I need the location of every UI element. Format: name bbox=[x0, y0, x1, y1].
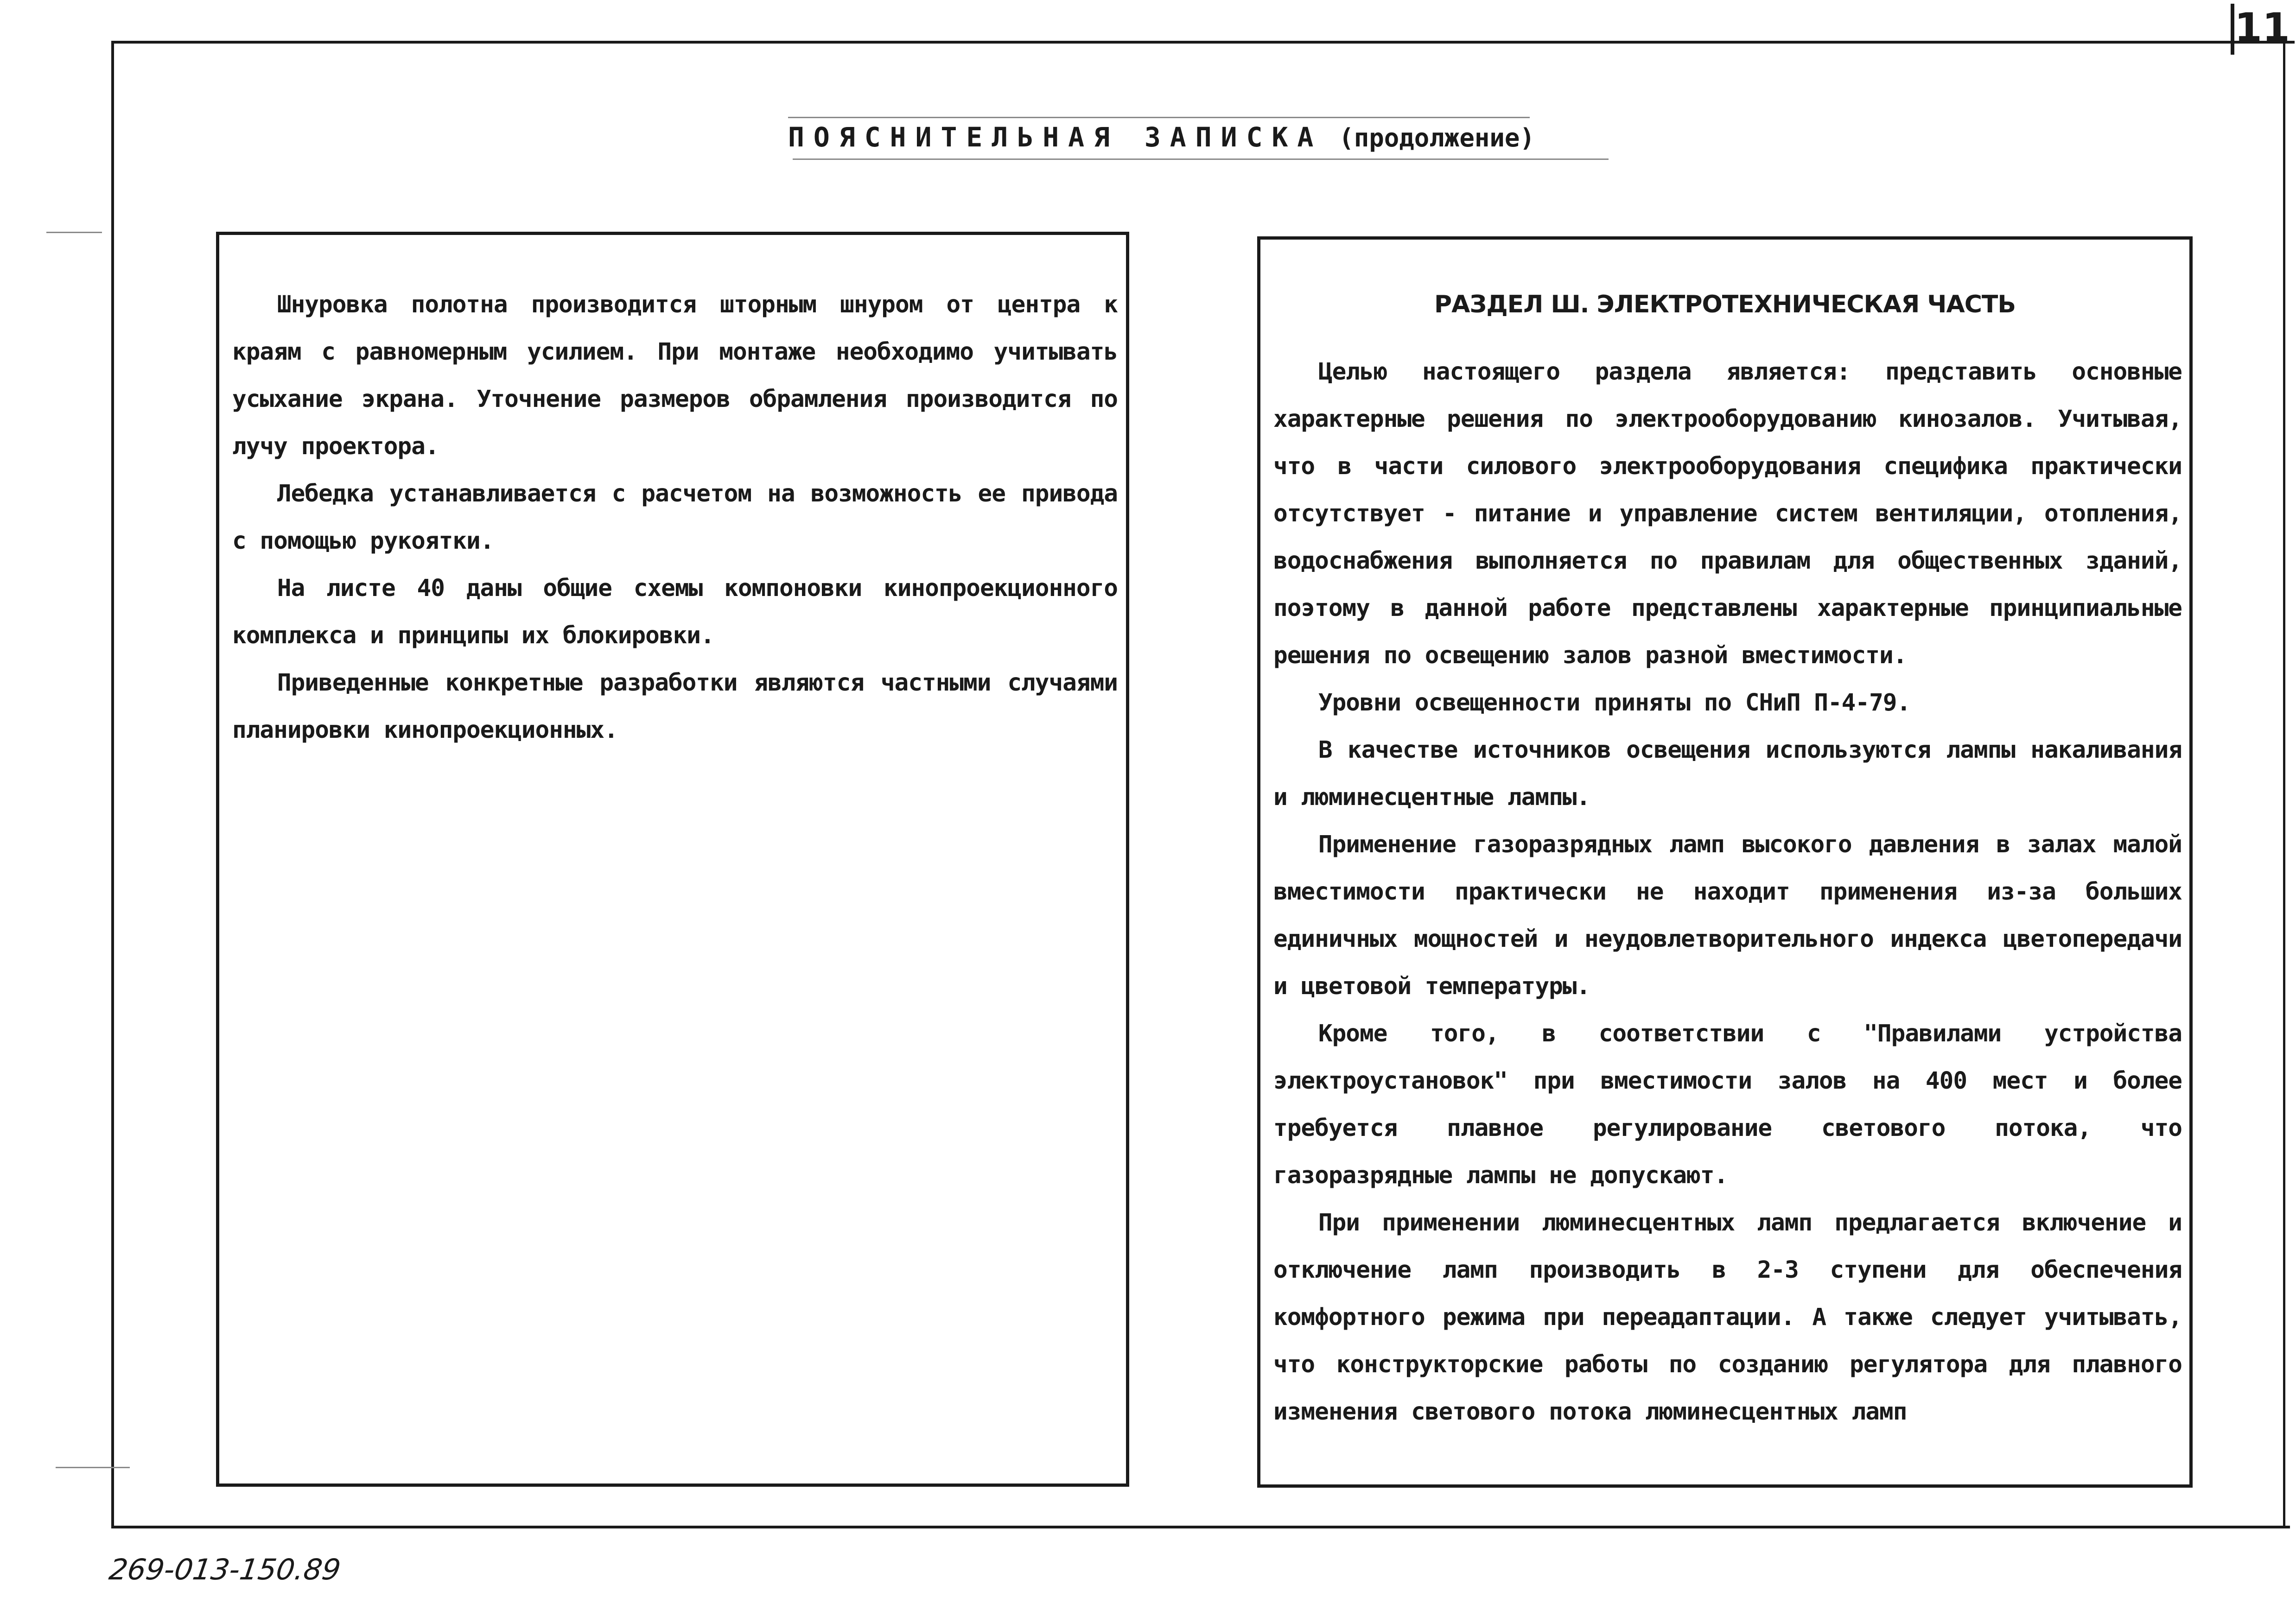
frame-left bbox=[111, 41, 114, 1528]
title-suffix: (продолжение) bbox=[1339, 123, 1535, 152]
left-text-panel bbox=[216, 232, 1129, 1487]
right-paragraph: В качестве источников освещения используются лампы накаливания и люминесцентные лампы. bbox=[1273, 736, 2182, 811]
title-rule-bottom bbox=[793, 158, 1609, 160]
left-paragraph: Лебедка устанавливается с расчетом на возможность ее привода с помощью рукоятки. bbox=[232, 480, 1118, 555]
margin-tick bbox=[46, 232, 102, 233]
right-text-panel bbox=[1257, 236, 2193, 1488]
left-paragraph: Шнуровка полотна производится шторным шнуром от центра к краям с равномерным усилием. При монтаже необходимо учитывать усыхание экрана. Уточнение размеров обрамления производится по лучу проектора. bbox=[232, 291, 1118, 460]
left-paragraph: Приведенные конкретные разработки являются частными случаями планировки кинопроекционных. bbox=[232, 669, 1118, 744]
right-text-block bbox=[1273, 349, 2182, 1436]
page-number-rule bbox=[2231, 4, 2234, 55]
margin-tick bbox=[56, 1467, 130, 1468]
right-paragraph: Кроме того, в соответствии с "Правилами устройства электроустановок" при вместимости залов на 400 мест и более требуется плавное регулирование светового потока, что газоразрядные лампы не допускают. bbox=[1273, 1020, 2182, 1189]
left-text-block bbox=[232, 281, 1118, 754]
document-stamp: 269-013-150.89 bbox=[107, 1553, 343, 1586]
frame-bottom bbox=[111, 1526, 2290, 1528]
frame-top bbox=[111, 41, 2295, 44]
title-main: ПОЯСНИТЕЛЬНАЯ ЗАПИСКА bbox=[788, 121, 1323, 153]
right-paragraph: При применении люминесцентных ламп предлагается включение и отключение ламп производить в 2-3 ступени для обеспечения комфортного режима при переадаптации. А также следует учитывать, что конструкторские работы по созданию регулятора для плавного изменения светового потока люминесцентных ламп bbox=[1273, 1209, 2182, 1426]
page-number: 11 bbox=[2234, 5, 2290, 51]
page-title bbox=[788, 121, 1622, 153]
right-paragraph: Уровни освещенности приняты по СНиП П-4-79. bbox=[1318, 689, 1911, 716]
title-rule-top bbox=[788, 117, 1530, 118]
frame-right bbox=[2283, 41, 2285, 1528]
right-paragraph: Целью настоящего раздела является: представить основные характерные решения по электрооборудованию кинозалов. Учитывая, что в части силового электрооборудования специфика практически отсутствует - питание и управление систем вентиляции, отопления, водоснабжения выполняется по правилам для общественных зданий, поэтому в данной работе представлены характерные принципиальные решения по освещению залов разной вместимости. bbox=[1273, 358, 2182, 669]
right-paragraph: Применение газоразрядных ламп высокого давления в залах малой вместимости практически не находит применения из-за больших единичных мощностей и неудовлетворительного индекса цветопередачи и цветовой температуры. bbox=[1273, 831, 2182, 1000]
section-heading: РАЗДЕЛ Ш. ЭЛЕКТРОТЕХНИЧЕСКАЯ ЧАСТЬ bbox=[1434, 291, 2016, 318]
left-paragraph: На листе 40 даны общие схемы компоновки кинопроекционного комплекса и принципы их блокировки. bbox=[232, 575, 1118, 649]
